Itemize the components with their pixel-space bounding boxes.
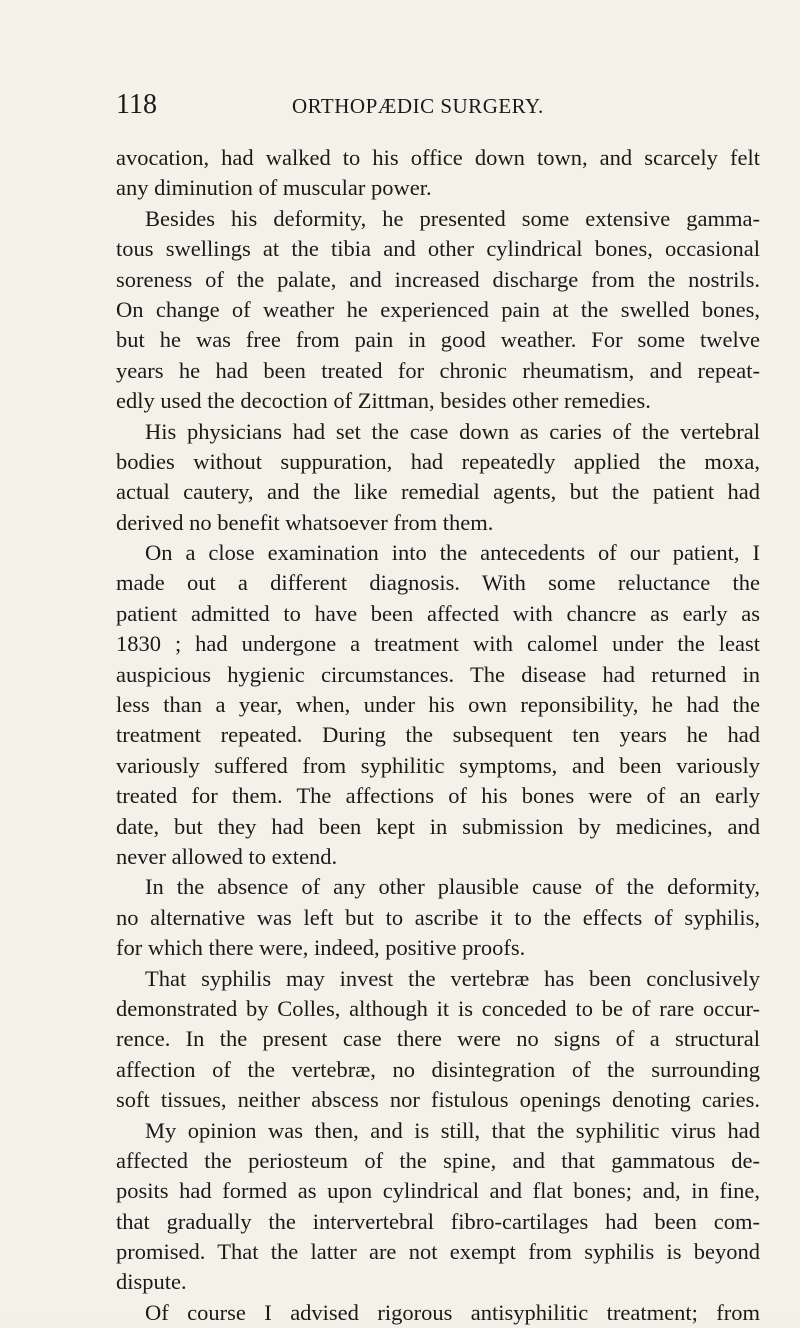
text-line: dispute. [116,1269,187,1295]
text-line: never allowed to extend. [116,843,338,869]
text-line: treatment repeated. During the subsequent ten years he had [116,722,760,748]
text-line: tous swellings at the tibia and other cylindrical bones, occasional [116,236,760,262]
body-text [116,143,760,1328]
text-line: rence. In the present case there were no signs of a structural [116,1026,760,1052]
text-line: demonstrated by Colles, although it is conceded to be of rare occur- [116,995,760,1021]
text-line: On change of weather he experienced pain at the swelled bones, [116,296,760,322]
running-head: ORTHOPÆDIC SURGERY. [292,94,544,118]
text-line: Of course I advised rigorous antisyphilitic treatment; from [145,1299,760,1325]
text-line: patient admitted to have been affected with chancre as early as [116,600,760,626]
text-line: soreness of the palate, and increased discharge from the nostrils. [116,266,760,292]
text-line: any diminution of muscular power. [116,175,432,201]
text-line: My opinion was then, and is still, that the syphilitic virus had [145,1117,760,1143]
text-line: bodies without suppuration, had repeatedly applied the moxa, [116,448,760,474]
text-line: His physicians had set the case down as caries of the vertebral [145,418,760,444]
text-line: In the absence of any other plausible cause of the deformity, [145,874,760,900]
text-line: treated for them. The affections of his bones were of an early [116,783,760,809]
text-line: variously suffered from syphilitic symptoms, and been variously [116,752,760,778]
text-line: actual cautery, and the like remedial agents, but the patient had [116,479,760,505]
text-line: years he had been treated for chronic rheumatism, and repeat- [116,357,760,383]
text-line: for which there were, indeed, positive proofs. [116,935,526,961]
text-line: affected the periosteum of the spine, and that gammatous de- [116,1147,760,1173]
text-line: 1830 ; had undergone a treatment with calomel under the least [116,631,760,657]
text-line: edly used the decoction of Zittman, besides other remedies. [116,388,651,414]
text-line: date, but they had been kept in submission by medicines, and [116,813,760,839]
text-line: less than a year, when, under his own reponsibility, he had the [116,692,760,718]
page-header [116,88,736,122]
text-line: but he was free from pain in good weather. For some twelve [116,327,760,353]
text-line: avocation, had walked to his office down town, and scarcely felt [116,145,760,170]
text-line: promised. That the latter are not exempt from syphilis is beyond [116,1239,760,1265]
text-line: made out a different diagnosis. With some reluctance the [116,570,760,596]
text-line: auspicious hygienic circumstances. The disease had returned in [116,661,760,687]
page-number: 118 [116,89,157,120]
text-line: Besides his deformity, he presented some extensive gamma- [145,205,760,231]
text-line: that gradually the intervertebral fibro-cartilages had been com- [116,1208,760,1234]
text-line: derived no benefit whatsoever from them. [116,509,494,535]
text-line: soft tissues, neither abscess nor fistulous openings denoting caries. [116,1087,760,1113]
text-line: On a close examination into the antecedents of our patient, I [145,540,760,566]
text-line: posits had formed as upon cylindrical and flat bones; and, in fine, [116,1178,760,1204]
text-line: That syphilis may invest the vertebræ has been conclusively [145,965,760,991]
text-line: no alternative was left but to ascribe it to the effects of syphilis, [116,904,760,930]
text-line: affection of the vertebræ, no disintegration of the surrounding [116,1056,760,1082]
